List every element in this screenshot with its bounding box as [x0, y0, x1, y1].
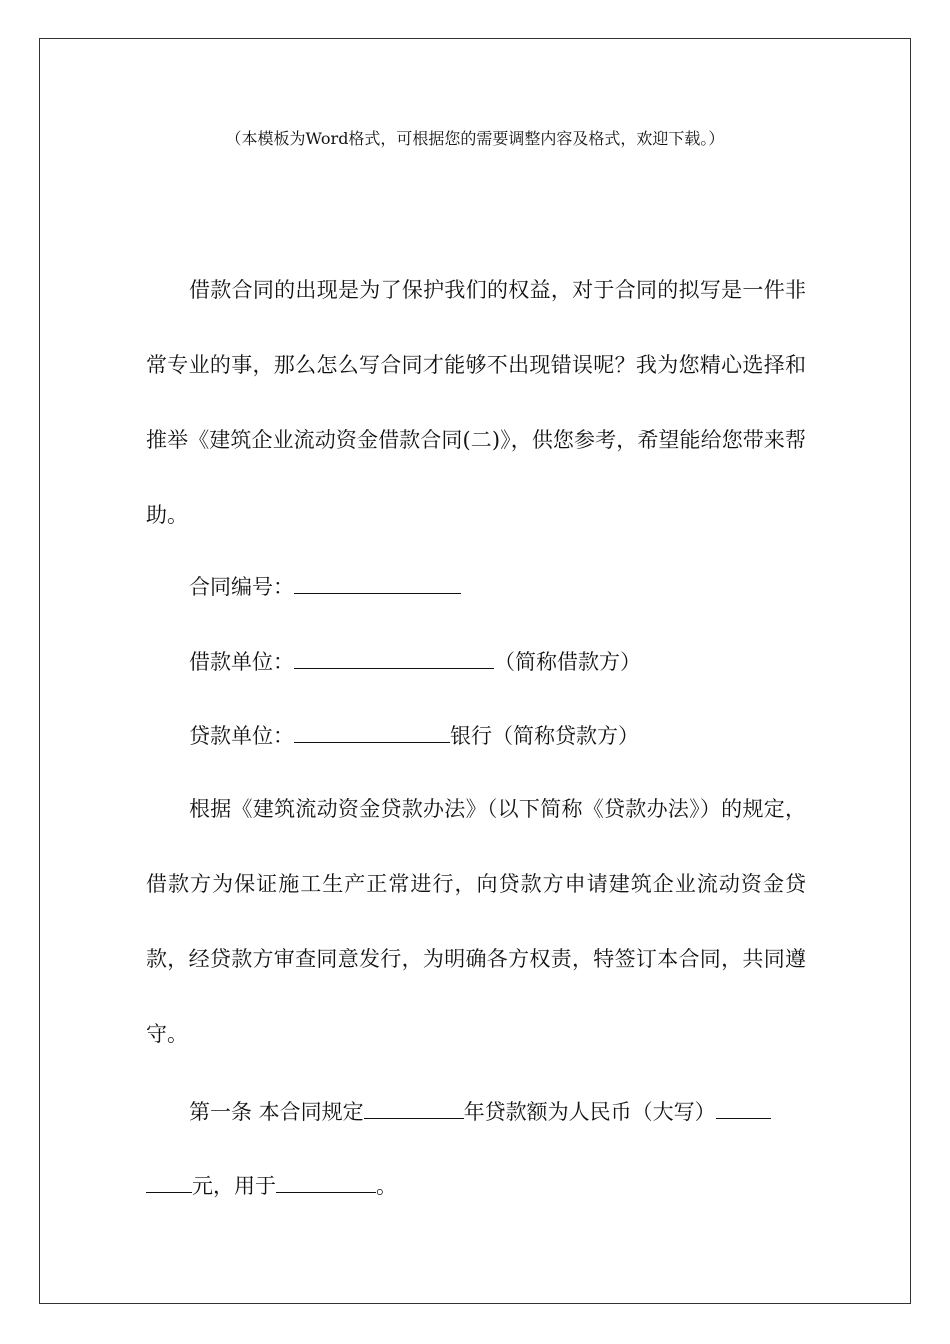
article1-text-1: 第一条 本合同规定 [189, 1100, 364, 1124]
intro-paragraph: 借款合同的出现是为了保护我们的权益，对于合同的拟写是一件非常专业的事，那么怎么写合同才能够不出现错误呢？我为您精心选择和推举《建筑企业流动资金借款合同(二)》，供您参考，希望能给您带来帮助。 [146, 278, 806, 527]
borrower-line [146, 647, 641, 677]
article1-year-blank[interactable] [364, 1098, 464, 1119]
template-note: （本模板为Word格式，可根据您的需要调整内容及格式，欢迎下载。） [225, 129, 725, 148]
article1-text-3: 元，用于 [192, 1174, 276, 1198]
lender-blank[interactable] [294, 722, 450, 743]
article1-text-4: 。 [376, 1174, 397, 1198]
article1-purpose-blank[interactable] [276, 1172, 376, 1193]
lender-suffix: 银行（简称贷款方） [450, 724, 639, 748]
lender-label: 贷款单位： [189, 724, 294, 748]
borrower-blank[interactable] [294, 648, 494, 669]
article1-line2 [146, 1171, 397, 1201]
borrower-suffix: （简称借款方） [494, 650, 641, 674]
article1-amount-blank[interactable] [716, 1098, 771, 1119]
article1-line1 [146, 1097, 771, 1127]
basis-paragraph: 根据《建筑流动资金贷款办法》（以下简称《贷款办法》）的规定，借款方为保证施工生产正常进行，向贷款方申请建筑企业流动资金贷款，经贷款方审查同意发行，为明确各方权责，特签订本合同，共同遵守。 [146, 797, 806, 1046]
lender-line [146, 721, 639, 751]
article1-amount-blank-cont[interactable] [146, 1172, 192, 1193]
article1-text-2: 年贷款额为人民币（大写） [463, 1100, 716, 1124]
contract-number-blank[interactable] [294, 573, 461, 594]
contract-number-label: 合同编号： [189, 575, 294, 599]
borrower-label: 借款单位： [189, 650, 294, 674]
contract-number-line [146, 572, 461, 602]
